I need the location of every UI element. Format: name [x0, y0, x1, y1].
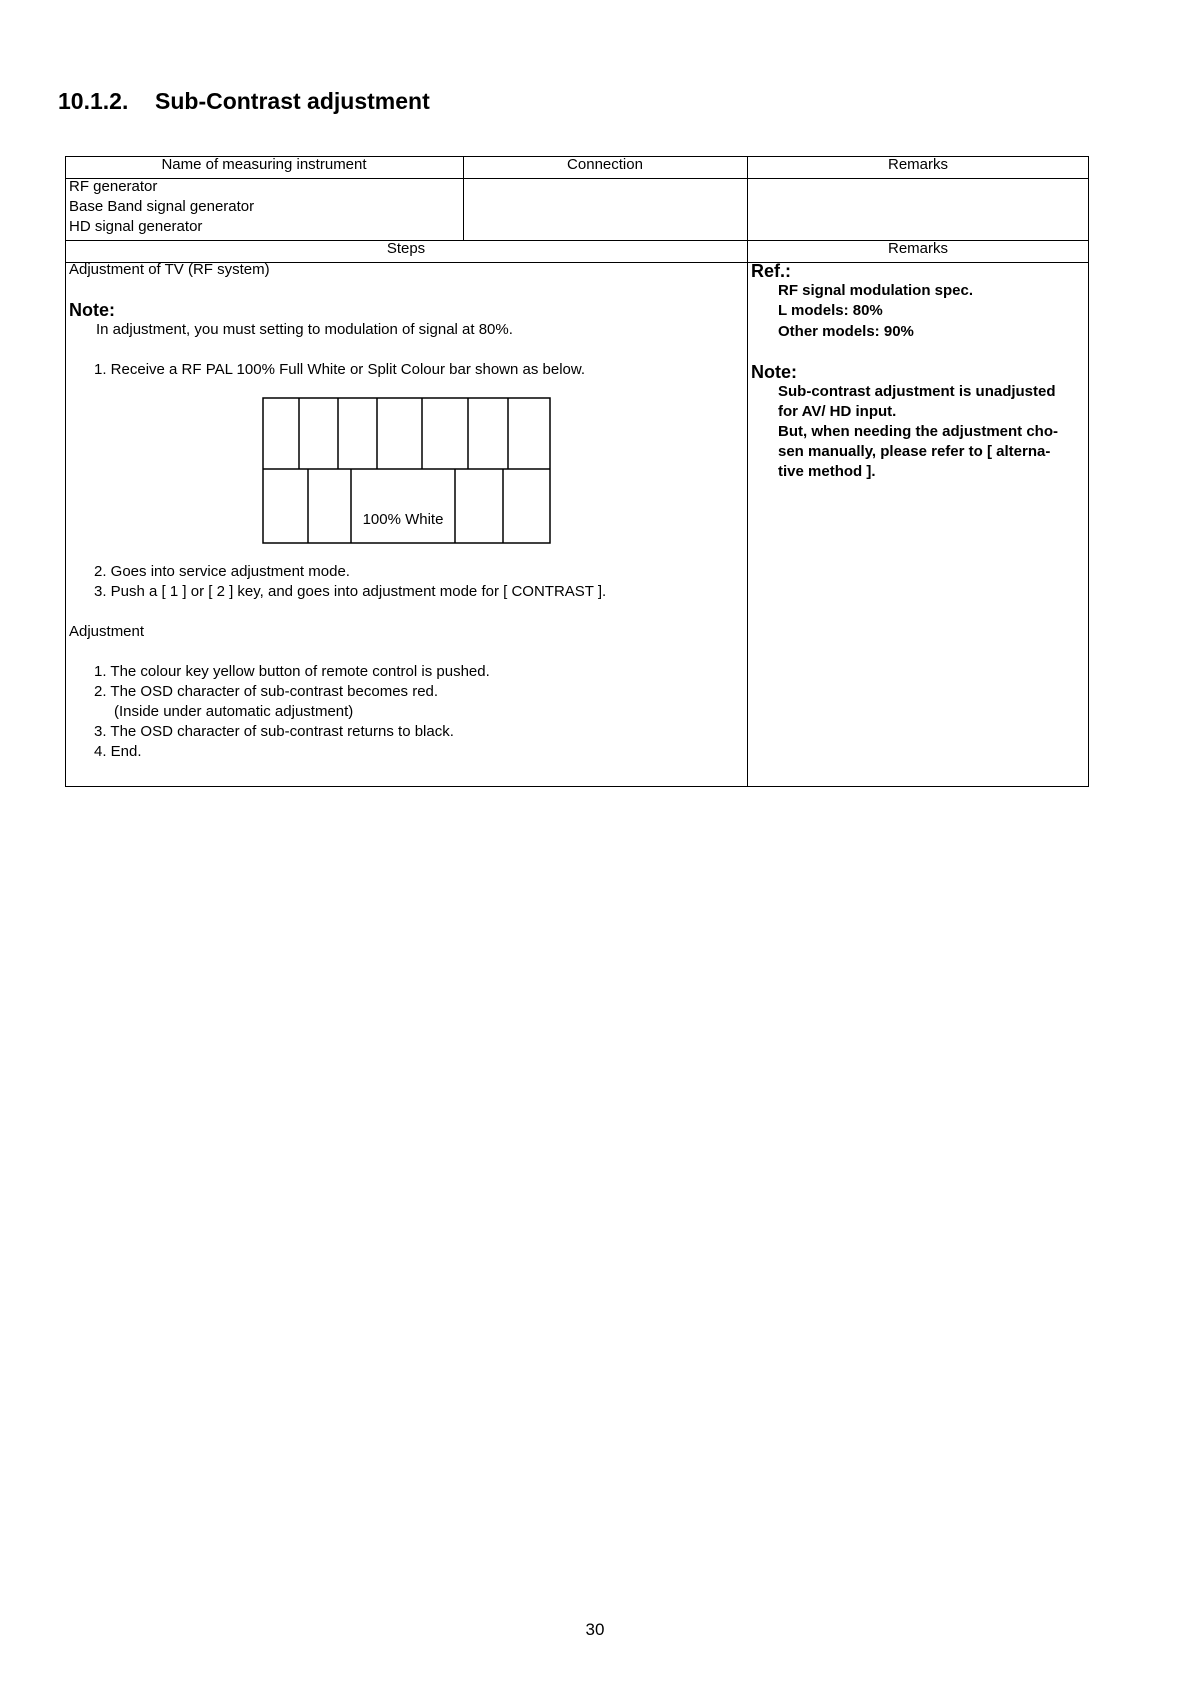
- section-number: 10.1.2.: [58, 88, 129, 114]
- note-label: Note:: [69, 300, 115, 320]
- section-title: Sub-Contrast adjustment: [155, 88, 430, 114]
- header-remarks: Remarks: [887, 156, 948, 173]
- adjustment-step: 3. The OSD character of sub-contrast returns to black.: [94, 723, 454, 740]
- section-heading: [58, 88, 430, 115]
- step-item: 3. Push a [ 1 ] or [ 2 ] key, and goes into adjustment mode for [ CONTRAST ].: [94, 583, 607, 600]
- note-text: In adjustment, you must setting to modulation of signal at 80%.: [96, 321, 513, 338]
- step-item: 2. Goes into service adjustment mode.: [94, 563, 350, 580]
- header-remarks-2: Remarks: [887, 240, 948, 257]
- steps-intro: Adjustment of TV (RF system): [69, 261, 270, 278]
- ref-line: L models: 80%: [778, 302, 883, 319]
- remarks-note-label: Note:: [751, 362, 797, 382]
- header-steps: Steps: [386, 240, 426, 257]
- step-item: 1. Receive a RF PAL 100% Full White or Split Colour bar shown as below.: [94, 361, 586, 378]
- remarks-note-line: sen manually, please refer to [ alterna-: [778, 443, 1051, 460]
- ref-line: RF signal modulation spec.: [778, 282, 974, 299]
- adjustment-step: 2. The OSD character of sub-contrast becomes red.: [94, 683, 439, 700]
- ref-line: Other models: 90%: [778, 323, 914, 340]
- adjustment-step: 4. End.: [94, 743, 142, 760]
- adjustment-label: Adjustment: [69, 623, 145, 640]
- header-instrument: Name of measuring instrument: [161, 156, 367, 173]
- diagram-label: 100% White: [362, 511, 444, 528]
- header-connection: Connection: [567, 156, 643, 173]
- page-number: 30: [585, 1620, 605, 1639]
- instrument-item: Base Band signal generator: [69, 198, 255, 215]
- table-rule: [65, 178, 1089, 179]
- adjustment-step-sub: (Inside under automatic adjustment): [114, 703, 354, 720]
- instrument-item: RF generator: [69, 178, 158, 195]
- remarks-note-line: Sub-contrast adjustment is unadjusted: [778, 383, 1056, 400]
- ref-label: Ref.:: [751, 261, 791, 281]
- remarks-note-line: But, when needing the adjustment cho-: [778, 423, 1059, 440]
- instrument-item: HD signal generator: [69, 218, 203, 235]
- remarks-note-line: for AV/ HD input.: [778, 403, 897, 420]
- adjustment-step: 1. The colour key yellow button of remote control is pushed.: [94, 663, 490, 680]
- remarks-note-line: tive method ].: [778, 463, 876, 480]
